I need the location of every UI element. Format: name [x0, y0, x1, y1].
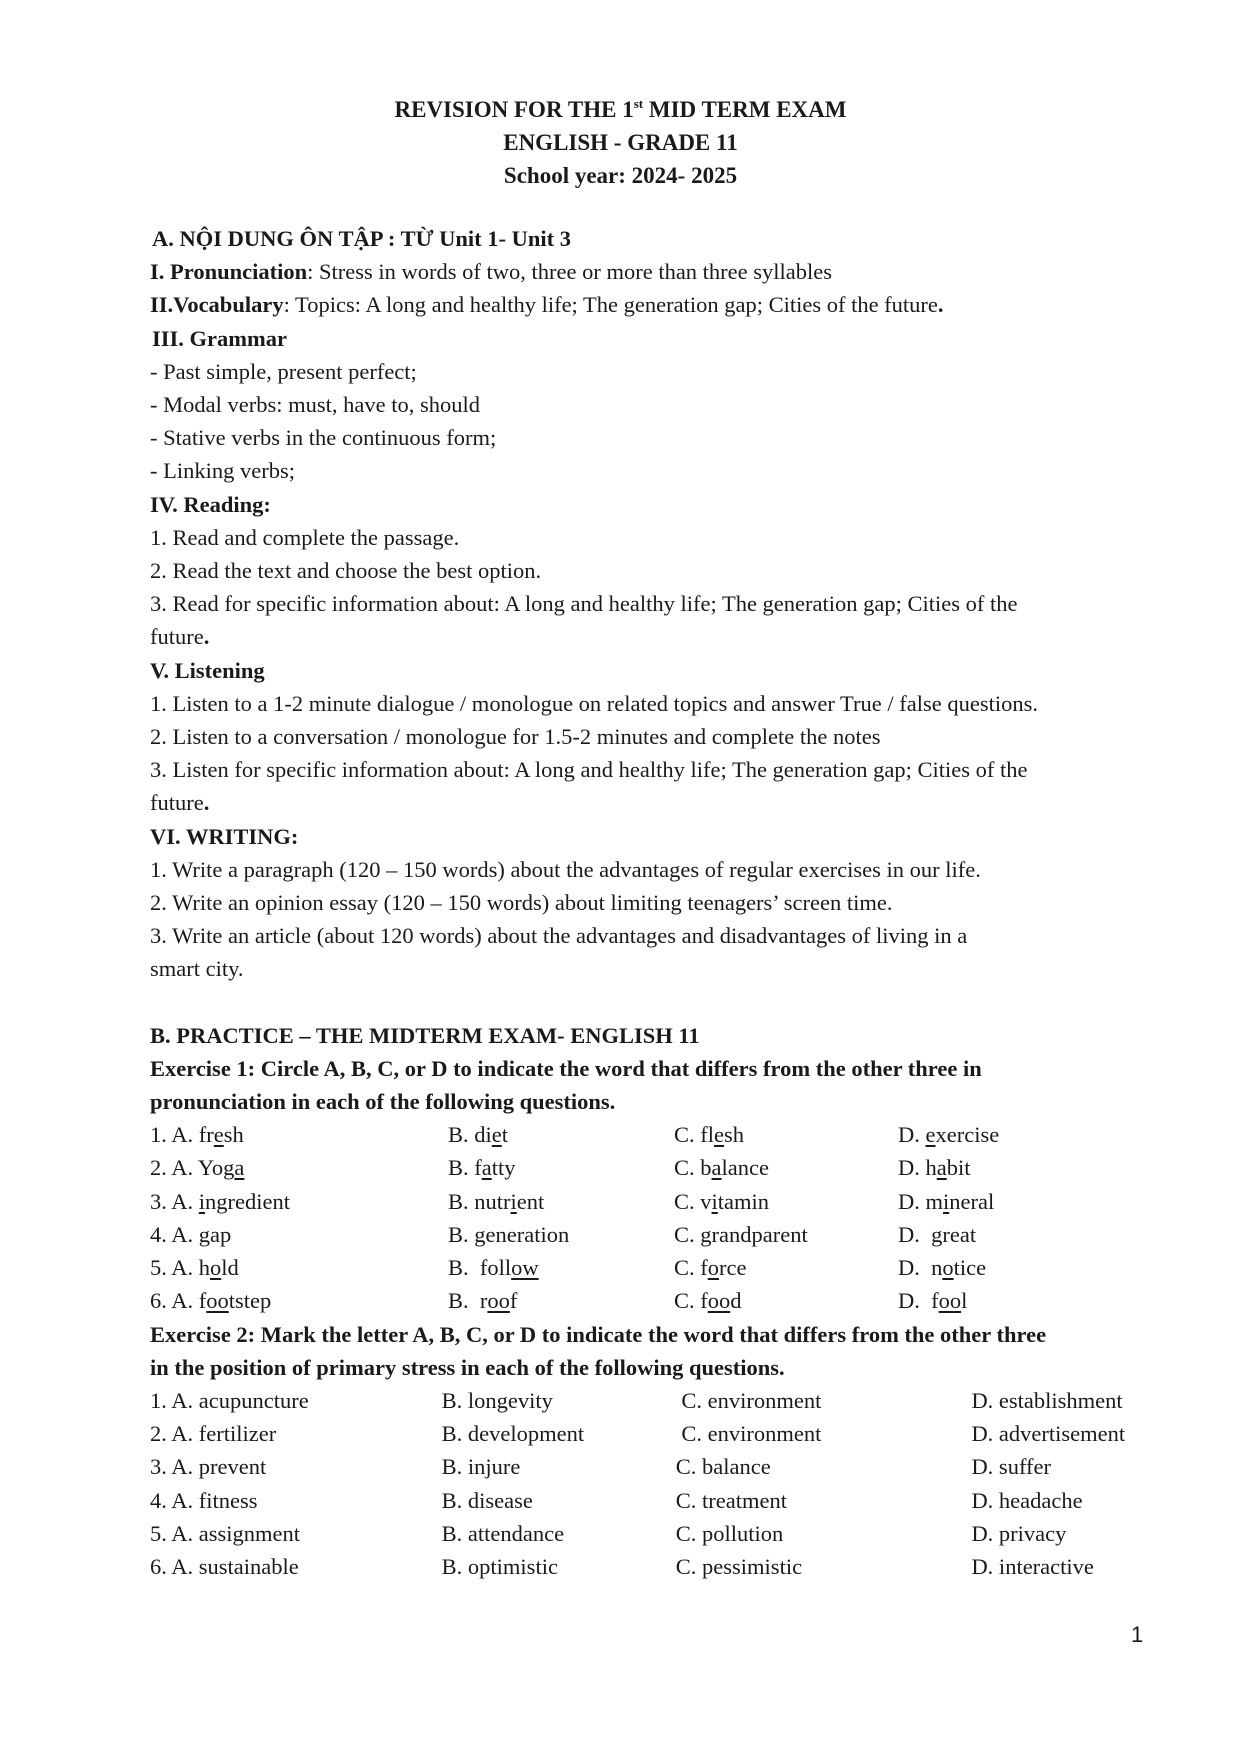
answer-option[interactable]: [150, 1118, 448, 1151]
underlined-letters: e: [925, 1122, 936, 1148]
exercise-2-row: [150, 1484, 1150, 1517]
underlined-letters: oo: [938, 1288, 962, 1314]
answer-option[interactable]: [448, 1218, 674, 1251]
title-line-1: REVISION FOR THE 1st MID TERM EXAM: [394, 96, 847, 122]
exercise-1-row: [150, 1284, 1150, 1317]
answer-option[interactable]: B. optimistic: [441, 1553, 558, 1579]
option-text: B.: [448, 1221, 475, 1247]
answer-option[interactable]: 5. A. assignment: [150, 1520, 300, 1546]
exercise-1-questions: [150, 1118, 1150, 1317]
option-text: randparent: [711, 1221, 808, 1247]
underlined-letters: e: [213, 1122, 224, 1148]
underlined-letters: ow: [511, 1255, 539, 1281]
underlined-letters: e: [491, 1122, 502, 1148]
answer-option[interactable]: 3. A. prevent: [150, 1454, 267, 1480]
answer-option[interactable]: B. injure: [441, 1454, 521, 1480]
underlined-letters: a: [234, 1155, 245, 1181]
grammar-item: - Past simple, present perfect;: [150, 358, 417, 384]
exercise-2-questions: [150, 1384, 1150, 1583]
writing-item: 1. Write a paragraph (120 – 150 words) about the advantages of regular exercises in our life.: [150, 856, 981, 882]
writing-item: 2. Write an opinion essay (120 – 150 words) about limiting teenagers’ screen time.: [150, 890, 893, 916]
grammar-item: - Stative verbs in the continuous form;: [150, 425, 497, 451]
answer-option[interactable]: C. treatment: [675, 1487, 788, 1513]
option-text: tamin: [717, 1188, 770, 1214]
answer-option[interactable]: [674, 1151, 898, 1184]
title-line-2: ENGLISH - GRADE 11: [503, 130, 738, 155]
vocabulary-topic: II.Vocabulary: Topics: A long and healthy life; The generation gap; Cities of the future.: [150, 292, 944, 318]
answer-option[interactable]: [898, 1218, 1138, 1251]
answer-option[interactable]: D. establishment: [971, 1387, 1123, 1413]
answer-option[interactable]: [898, 1251, 1138, 1284]
answer-option[interactable]: [898, 1151, 1138, 1184]
answer-option[interactable]: C. pessimistic: [675, 1553, 803, 1579]
option-text: ngredient: [205, 1188, 290, 1214]
underlined-letters: oo: [707, 1288, 731, 1314]
option-text: rce: [719, 1255, 747, 1281]
answer-option[interactable]: 1. A. acupuncture: [150, 1387, 309, 1413]
option-text: B. f: [448, 1155, 482, 1181]
underlined-letters: a: [936, 1155, 947, 1181]
option-text: 5. A. h: [150, 1255, 211, 1281]
answer-option[interactable]: [150, 1218, 448, 1251]
option-text: C. v: [674, 1188, 712, 1214]
option-text: C. f: [674, 1255, 708, 1281]
exercise-1-row: [150, 1151, 1150, 1184]
listening-heading: V. Listening: [150, 657, 265, 683]
option-text: sh: [223, 1122, 244, 1148]
option-text: l: [961, 1288, 968, 1314]
underlined-letters: o: [942, 1255, 954, 1281]
answer-option[interactable]: D. advertisement: [971, 1421, 1126, 1447]
underlined-letters: i: [943, 1188, 950, 1214]
answer-option[interactable]: D. headache: [971, 1487, 1083, 1513]
underlined-letters: oo: [206, 1288, 229, 1314]
listening-item-continued: future.: [150, 790, 210, 816]
section-b-title: B. PRACTICE – THE MIDTERM EXAM- ENGLISH 11: [150, 1022, 700, 1048]
answer-option[interactable]: [674, 1251, 898, 1284]
option-text: C. fl: [674, 1122, 715, 1148]
answer-option[interactable]: [448, 1185, 674, 1218]
exercise-2-row: [150, 1517, 1150, 1550]
option-text: t: [501, 1122, 509, 1148]
listening-item: 2. Listen to a conversation / monologue for 1.5-2 minutes and complete the notes: [150, 724, 881, 750]
answer-option[interactable]: [674, 1185, 898, 1218]
answer-option[interactable]: D. suffer: [971, 1454, 1052, 1480]
option-text: d: [730, 1288, 742, 1314]
answer-option[interactable]: 4. A. fitness: [150, 1487, 258, 1513]
grammar-heading: III. Grammar: [152, 325, 287, 351]
option-text: tice: [953, 1255, 987, 1281]
option-text: 3. A.: [150, 1188, 199, 1214]
option-text: sh: [724, 1122, 745, 1148]
underlined-letters: i: [711, 1188, 718, 1214]
underlined-letters: g: [474, 1221, 486, 1247]
option-text: D. m: [898, 1188, 943, 1214]
grammar-item: - Linking verbs;: [150, 458, 295, 484]
answer-option[interactable]: D. interactive: [971, 1553, 1094, 1579]
answer-option[interactable]: D. privacy: [971, 1520, 1067, 1546]
answer-option[interactable]: C. environment: [675, 1387, 822, 1413]
option-text: C. b: [674, 1155, 712, 1181]
answer-option[interactable]: B. attendance: [441, 1520, 565, 1546]
option-text: D. f: [898, 1288, 939, 1314]
option-text: 2. A. Yog: [150, 1155, 235, 1181]
answer-option[interactable]: B. longevity: [441, 1387, 553, 1413]
underlined-letters: o: [707, 1255, 719, 1281]
exercise-2-row: [150, 1417, 1150, 1450]
answer-option[interactable]: B. development: [441, 1421, 585, 1447]
option-text: xercise: [935, 1122, 1000, 1148]
writing-item: 3. Write an article (about 120 words) about the advantages and disadvantages of living in a: [150, 923, 968, 949]
exercise-2-row: [150, 1384, 1150, 1417]
option-text: eneration: [485, 1221, 570, 1247]
underlined-letters: g: [700, 1221, 712, 1247]
answer-option[interactable]: [448, 1284, 674, 1317]
option-text: D. n: [898, 1255, 943, 1281]
option-text: reat: [942, 1221, 977, 1247]
answer-option[interactable]: C. pollution: [675, 1520, 784, 1546]
reading-item: 2. Read the text and choose the best option.: [150, 558, 542, 584]
underlined-letters: oo: [487, 1288, 510, 1314]
exercise-1-instruction: Exercise 1: Circle A, B, C, or D to indicate the word that differs from the other three in: [150, 1055, 982, 1081]
option-text: 6. A. f: [150, 1288, 207, 1314]
underlined-letters: a: [481, 1155, 492, 1181]
listening-item: 1. Listen to a 1-2 minute dialogue / monologue on related topics and answer True / false questions.: [150, 690, 1038, 716]
answer-option[interactable]: [674, 1118, 898, 1151]
option-text: 1. A. fr: [150, 1122, 214, 1148]
answer-option[interactable]: [674, 1218, 898, 1251]
exercise-1-row: [150, 1185, 1150, 1218]
option-text: f: [509, 1288, 518, 1314]
option-text: lance: [721, 1155, 769, 1181]
answer-option[interactable]: [674, 1284, 898, 1317]
exercise-2-instruction: in the position of primary stress in each of the following questions.: [150, 1354, 785, 1380]
reading-item: 1. Read and complete the passage.: [150, 524, 460, 550]
answer-option[interactable]: [150, 1251, 448, 1284]
answer-option[interactable]: [448, 1118, 674, 1151]
reading-item: 3. Read for specific information about: A long and healthy life; The generation gap; Cities of the: [150, 591, 1018, 617]
answer-option[interactable]: C. balance: [675, 1454, 771, 1480]
exercise-1-row: [150, 1218, 1150, 1251]
answer-option[interactable]: [898, 1118, 1138, 1151]
exercise-2-row: [150, 1550, 1150, 1583]
answer-option[interactable]: [898, 1284, 1138, 1317]
option-text: D.: [898, 1122, 926, 1148]
grammar-item: - Modal verbs: must, have to, should: [150, 392, 480, 418]
reading-heading: IV. Reading:: [150, 491, 271, 517]
answer-option[interactable]: B. disease: [441, 1487, 533, 1513]
answer-option[interactable]: 2. A. fertilizer: [150, 1421, 277, 1447]
underlined-letters: g: [931, 1221, 943, 1247]
option-text: tstep: [228, 1288, 272, 1314]
underlined-letters: g: [198, 1221, 211, 1247]
answer-option[interactable]: [150, 1151, 448, 1184]
exercise-1-row: [150, 1251, 1150, 1284]
section-a-title: A. NỘI DUNG ÔN TẬP : TỪ Unit 1- Unit 3: [152, 226, 571, 251]
underlined-letters: i: [198, 1188, 206, 1214]
reading-item-continued: future.: [150, 624, 210, 650]
option-text: bit: [946, 1155, 971, 1181]
option-text: B. nutr: [448, 1188, 511, 1214]
option-text: tty: [491, 1155, 516, 1181]
pronunciation-topic: I. Pronunciation: Stress in words of two, three or more than three syllables: [150, 259, 833, 285]
writing-item-continued: smart city.: [150, 956, 244, 982]
answer-option[interactable]: [150, 1185, 448, 1218]
exercise-1-instruction: pronunciation in each of the following questions.: [150, 1089, 616, 1115]
section-spacer: [150, 986, 1150, 1019]
exercise-2-instruction: Exercise 2: Mark the letter A, B, C, or D to indicate the word that differs from the other three: [150, 1321, 1047, 1347]
option-text: D. h: [898, 1155, 937, 1181]
option-text: 4. A.: [150, 1221, 199, 1247]
page-number: 1: [1131, 1622, 1144, 1647]
underlined-letters: e: [714, 1122, 725, 1148]
option-text: ent: [516, 1188, 545, 1214]
answer-option[interactable]: 6. A. sustainable: [150, 1553, 299, 1579]
document-body: [150, 218, 1150, 1583]
option-text: ld: [221, 1255, 239, 1281]
exercise-2-row: [150, 1450, 1150, 1483]
exercise-1-row: [150, 1118, 1150, 1151]
option-text: D.: [898, 1221, 932, 1247]
answer-option[interactable]: [448, 1251, 674, 1284]
writing-heading: VI. WRITING:: [150, 823, 299, 849]
answer-option[interactable]: C. environment: [675, 1421, 822, 1447]
underlined-letters: a: [711, 1155, 722, 1181]
answer-option[interactable]: [448, 1151, 674, 1184]
listening-item: 3. Listen for specific information about: A long and healthy life; The generation gap; Cities of the: [150, 757, 1028, 783]
answer-option[interactable]: [150, 1284, 448, 1317]
document-title: [0, 87, 1241, 192]
option-text: C.: [674, 1221, 701, 1247]
underlined-letters: o: [210, 1255, 222, 1281]
title-line-3: School year: 2024- 2025: [503, 163, 738, 188]
option-text: B. r: [448, 1288, 488, 1314]
option-text: ap: [210, 1221, 232, 1247]
answer-option[interactable]: [898, 1185, 1138, 1218]
option-text: B. di: [448, 1122, 492, 1148]
option-text: neral: [949, 1188, 995, 1214]
option-text: B. foll: [448, 1255, 512, 1281]
option-text: C. f: [674, 1288, 708, 1314]
underlined-letters: i: [510, 1188, 517, 1214]
